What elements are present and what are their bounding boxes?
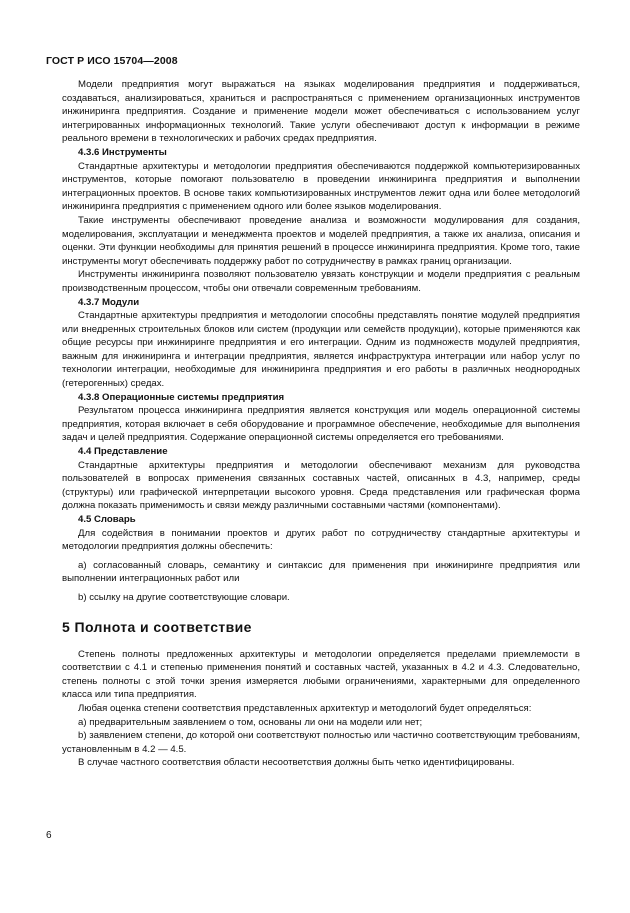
page-number: 6 [46, 830, 52, 841]
paragraph: Для содействия в понимании проектов и других работ по сотрудничеству стандартные архитектуры и методологии предприятия должны обеспечить: [62, 527, 580, 553]
paragraph: Модели предприятия могут выражаться на языках моделирования предприятия и поддерживаться, создаваться, анализироваться, храниться и распространяться с применением организационных инструментов инжиниринга предприятия. Создание и применение модели может обеспечиваться с использованием услуг интегрированных информационных технологий. Такие услуги обеспечивают доступ к информации в режиме реального времени в технологических и рабочих средах предприятия. [62, 79, 580, 145]
paragraph: Стандартные архитектуры и методологии предприятия обеспечиваются поддержкой компьютеризированных инструментов, которые помогают пользователю в проведении инжиниринга предприятия и выполнении интеграционных проектов. В основе таких компьютизированных инструментов лежит одна или более методологий инжиниринга предприятия с применением одного или более языков моделирования. [62, 160, 580, 213]
list-item: а) согласованный словарь, семантику и синтаксис для применения при инжиниринге предприятия или выполнении интеграционных работ или [62, 559, 580, 585]
paragraph: Стандартные архитектуры предприятия и методологии способны представлять понятие модулей предприятия или внедренных строительных блоков или систем (продукции или семейств продукции), которые применяются как общие ресурсы при инжиниринге предприятия и его интеграции. Одним из подмножеств модулей предприятия, важным для инжиниринга и интеграции предприятия, является инфраструктура интеграции или набор услуг по технологии интеграции, необходимые для инжиниринга предприятия и его работы в различных неоднородных (гетерогенных) средах. [62, 310, 580, 390]
paragraph: Инструменты инжиниринга позволяют пользователю увязать конструкции и модели предприятия с реальным производственным процессом, чтобы они отвечали современным требованиям. [62, 269, 580, 294]
standard-header: ГОСТ Р ИСО 15704—2008 [46, 55, 178, 67]
section-5-title: 5 Полнота и соответствие [62, 618, 252, 635]
section-heading-4-5: 4.5 Словарь [78, 514, 136, 525]
paragraph: Степень полноты предложенных архитектуры и методологии определяется пределами приемлемости в соответствии с 4.1 и степенью применения понятий и составных частей, указанных в 4.2 и 4.3. Следовательно, степень полноты с этой точки зрения измеряется любыми ограничениями, характерными для определенного класса или типа предприятия. [62, 648, 580, 701]
section-heading-4-3-7: 4.3.7 Модули [78, 296, 140, 308]
paragraph: Стандартные архитектуры предприятия и методологии обеспечивают механизм для руководства пользователей в вопросах применения связанных составных частей, описанных в 4.3, например, среды (структуры) или графической интерпретации высокого уровня. Среда представления или графическая форма должна показать применимость и связи между различными составными частями (компонентами). [62, 459, 580, 512]
paragraph: Результатом процесса инжиниринга предприятия является конструкция или модель операционной системы предприятия, которая включает в себя оборудование и программное обеспечение, необходимые для выполнения задач и целей предприятия. Содержание операционной системы определяется его требованиями. [62, 405, 580, 444]
list-item: b) заявлением степени, до которой они соответствуют полностью или частично соответствующим требованиям, установленным в 4.2 — 4.5. [62, 730, 580, 755]
section-heading-4-3-6: 4.3.6 Инструменты [78, 146, 167, 158]
section-heading-4-3-8: 4.3.8 Операционные системы предприятия [78, 391, 285, 403]
body-text [62, 78, 580, 770]
paragraph: Любая оценка степени соответствия представленных архитектур и методологий будет определяться: [78, 702, 532, 714]
paragraph: В случае частного соответствия области несоответствия должны быть четко идентифицированы. [78, 757, 515, 769]
paragraph: Такие инструменты обеспечивают проведение анализа и возможности модулирования для создания, моделирования, эксплуатации и менеджмента проектов и моделей предприятия, а также их анализа, описания и оценки. Эти функции необходимы для принятия решений в процессе инжиниринга предприятия. Кроме того, такие инструменты могут обеспечивать поддержку работ по сотрудничеству в рамках границ организации. [62, 214, 580, 267]
list-item: а) предварительным заявлением о том, основаны ли они на модели или нет; [78, 716, 423, 728]
section-heading-4-4: 4.4 Представление [78, 446, 168, 458]
list-item: b) ссылку на другие соответствующие словари. [78, 591, 290, 603]
